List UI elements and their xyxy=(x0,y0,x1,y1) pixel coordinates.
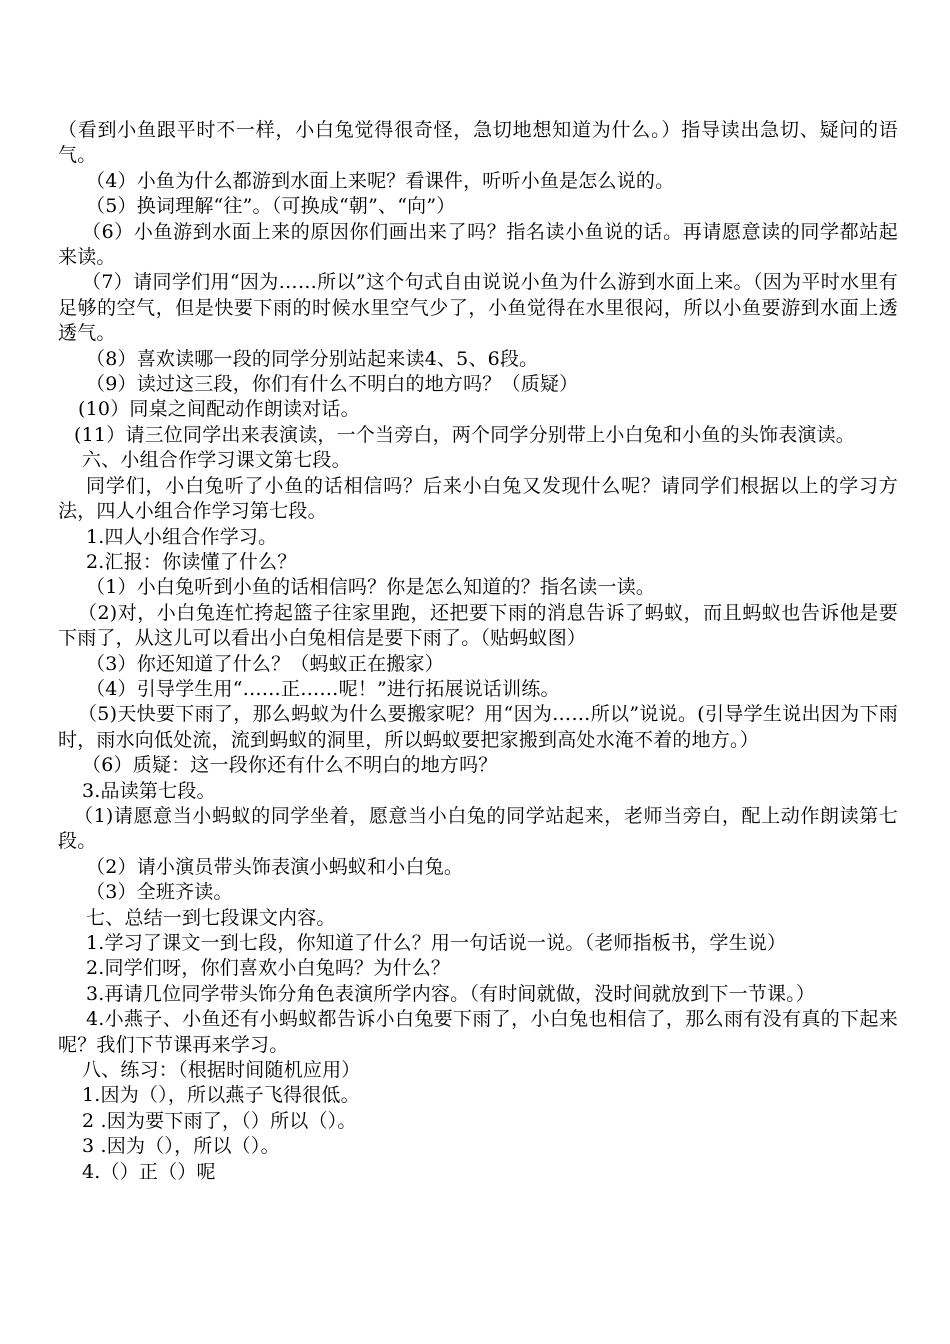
paragraph: （4）引导学生用“……正……呢！”进行拓展说话训练。 xyxy=(86,677,560,700)
paragraph: 1.学习了课文一到七段，你知道了什么？用一句话说一说。（老师指板书，学生说） xyxy=(86,932,787,954)
paragraph: 七、总结一到七段课文内容。 xyxy=(86,906,336,929)
paragraph: （2)对，小白兔连忙挎起篮子往家里跑，还把要下雨的消息告诉了蚂蚁，而且蚂蚁也告诉他是要下雨了，从这儿可以看出小白兔相信是要下雨了。（贴蚂蚁图） xyxy=(58,601,898,650)
paragraph: （6）质疑：这一段你还有什么不明白的地方吗？ xyxy=(82,754,498,777)
paragraph: （4）小鱼为什么都游到水面上来呢？看课件，听听小鱼是怎么说的。 xyxy=(86,169,675,192)
paragraph: 八、练习：（根据时间随机应用） xyxy=(82,1059,361,1082)
paragraph: （1)请愿意当小蚂蚁的同学坐着，愿意当小白兔的同学站起来，老师当旁白，配上动作朗读第七段。 xyxy=(58,804,898,853)
paragraph: （9）读过这三段，你们有什么不明白的地方吗？（质疑） xyxy=(86,373,579,396)
paragraph: 3.再请几位同学带头饰分角色表演所学内容。（有时间就做，没时间就放到下一节课。） xyxy=(86,982,816,1005)
paragraph: 六、小组合作学习课文第七段。 xyxy=(82,449,351,472)
document-body xyxy=(58,118,898,1185)
paragraph: (11）请三位同学出来表演读，一个当旁白，两个同学分别带上小白兔和小鱼的头饰表演读。 xyxy=(74,423,855,446)
paragraph: (10）同桌之间配动作朗读对话。 xyxy=(78,398,360,421)
paragraph: 2.汇报：你读懂了什么？ xyxy=(86,550,297,573)
paragraph: （看到小鱼跟平时不一样，小白兔觉得很奇怪，急切地想知道为什么。）指导读出急切、疑问的语气。 xyxy=(58,119,898,167)
paragraph: （2）请小演员带头饰表演小蚂蚁和小白兔。 xyxy=(86,855,464,878)
paragraph: 1.四人小组合作学习。 xyxy=(86,525,278,548)
paragraph: （8）喜欢读哪一段的同学分别站起来读4、5、6段。 xyxy=(86,347,539,370)
paragraph: 4.小燕子、小鱼还有小蚂蚁都告诉小白兔要下雨了，小白兔也相信了，那么雨有没有真的下起来呢？我们下节课再来学习。 xyxy=(58,1008,898,1056)
paragraph: 4.（）正（）呢 xyxy=(82,1160,216,1183)
paragraph: （7）请同学们用“因为……所以”这个句式自由说说小鱼为什么游到水面上来。（因为平时水里有足够的空气，但是快要下雨的时候水里空气少了，小鱼觉得在水里很闷，所以小鱼要游到水面上透透气。 xyxy=(58,271,898,345)
paragraph: （3）你还知道了什么？（蚂蚁正在搬家） xyxy=(86,652,444,675)
paragraph: （5)天快要下雨了，那么蚂蚁为什么要搬家呢？用“因为……所以”说说。(引导学生说出因为下雨时，雨水向低处流，流到蚂蚁的洞里，所以蚂蚁要把家搬到高处水淹不着的地方。） xyxy=(58,703,898,751)
paragraph: 3.品读第七段。 xyxy=(82,779,216,802)
paragraph: 3 .因为（），所以（）。 xyxy=(82,1135,280,1158)
paragraph: （3）全班齐读。 xyxy=(86,881,233,904)
paragraph: 同学们，小白兔听了小鱼的话相信吗？后来小白兔又发现什么呢？请同学们根据以上的学习方法，四人小组合作学习第七段。 xyxy=(58,474,898,523)
paragraph: （1）小白兔听到小鱼的话相信吗？你是怎么知道的？指名读一读。 xyxy=(86,576,656,599)
paragraph: （5）换词理解“往”。（可换成“朝”、“向”） xyxy=(86,195,456,218)
paragraph: 2.同学们呀，你们喜欢小白兔吗？为什么？ xyxy=(86,957,451,980)
paragraph: 2 .因为要下雨了，（）所以（）。 xyxy=(82,1109,357,1132)
paragraph: （6）小鱼游到水面上来的原因你们画出来了吗？指名读小鱼说的话。再请愿意读的同学都站起来读。 xyxy=(58,220,898,269)
paragraph: 1.因为（），所以燕子飞得很低。 xyxy=(82,1084,360,1107)
